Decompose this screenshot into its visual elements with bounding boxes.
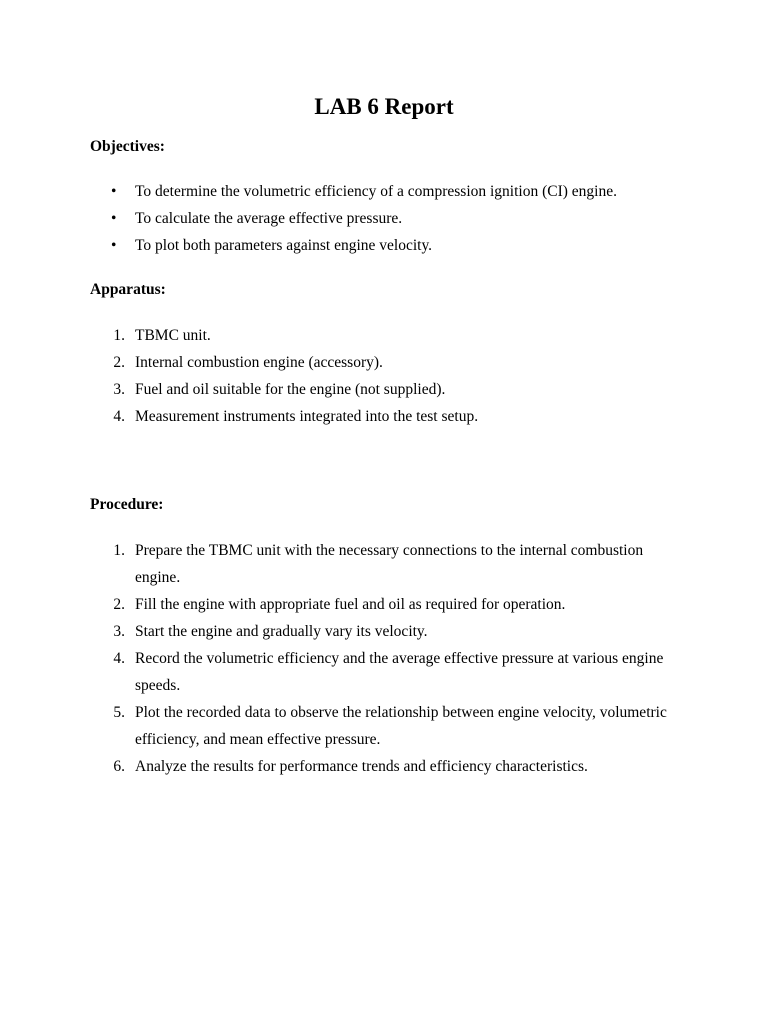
- list-item-text: Fuel and oil suitable for the engine (not supplied).: [135, 381, 446, 398]
- list-item-text: TBMC unit.: [135, 327, 211, 344]
- list-item: [90, 537, 690, 591]
- list-item-text: Prepare the TBMC unit with the necessary connections to the internal combustion engine.: [135, 542, 644, 586]
- list-item: [90, 205, 690, 232]
- list-item-text: Internal combustion engine (accessory).: [135, 354, 383, 371]
- list-item-text: Record the volumetric efficiency and the average effective pressure at various engine speeds.: [135, 650, 664, 694]
- list-number: 3.: [113, 381, 125, 398]
- list-item-text: Analyze the results for performance trends and efficiency characteristics.: [135, 758, 588, 775]
- list-item: [90, 645, 690, 699]
- list-number: 6.: [113, 758, 125, 775]
- list-number: 1.: [113, 327, 125, 344]
- list-item: [90, 349, 690, 376]
- list-number: 2.: [113, 596, 125, 613]
- objectives-list: [90, 178, 690, 259]
- objectives-heading: Objectives:: [90, 138, 165, 155]
- list-item: [90, 403, 690, 430]
- list-item-text: Fill the engine with appropriate fuel and oil as required for operation.: [135, 596, 566, 613]
- list-item-text: Start the engine and gradually vary its velocity.: [135, 623, 428, 640]
- bullet-icon: •: [111, 210, 117, 227]
- list-item: [90, 178, 690, 205]
- apparatus-list: [90, 322, 690, 430]
- list-item: [90, 591, 690, 618]
- list-item-text: To plot both parameters against engine velocity.: [135, 237, 433, 254]
- list-item: [90, 376, 690, 403]
- list-number: 2.: [113, 354, 125, 371]
- list-number: 3.: [113, 623, 125, 640]
- list-item: [90, 699, 690, 753]
- list-item-text: Measurement instruments integrated into the test setup.: [135, 408, 479, 425]
- list-number: 1.: [113, 542, 125, 559]
- list-item-text: Plot the recorded data to observe the relationship between engine velocity, volumetric efficiency, and mean effective pressure.: [135, 704, 667, 748]
- procedure-list: [90, 537, 690, 780]
- list-number: 5.: [113, 704, 125, 721]
- list-item: [90, 232, 690, 259]
- list-item-text: To calculate the average effective pressure.: [135, 210, 403, 227]
- list-item: [90, 618, 690, 645]
- list-item: [90, 322, 690, 349]
- procedure-heading: Procedure:: [90, 496, 164, 513]
- page-title: LAB 6 Report: [314, 94, 454, 119]
- apparatus-heading: Apparatus:: [90, 281, 166, 298]
- list-item: [90, 753, 690, 780]
- bullet-icon: •: [111, 237, 117, 254]
- list-number: 4.: [113, 650, 125, 667]
- list-item-text: To determine the volumetric efficiency of a compression ignition (CI) engine.: [135, 183, 617, 200]
- bullet-icon: •: [111, 183, 117, 200]
- list-number: 4.: [113, 408, 125, 425]
